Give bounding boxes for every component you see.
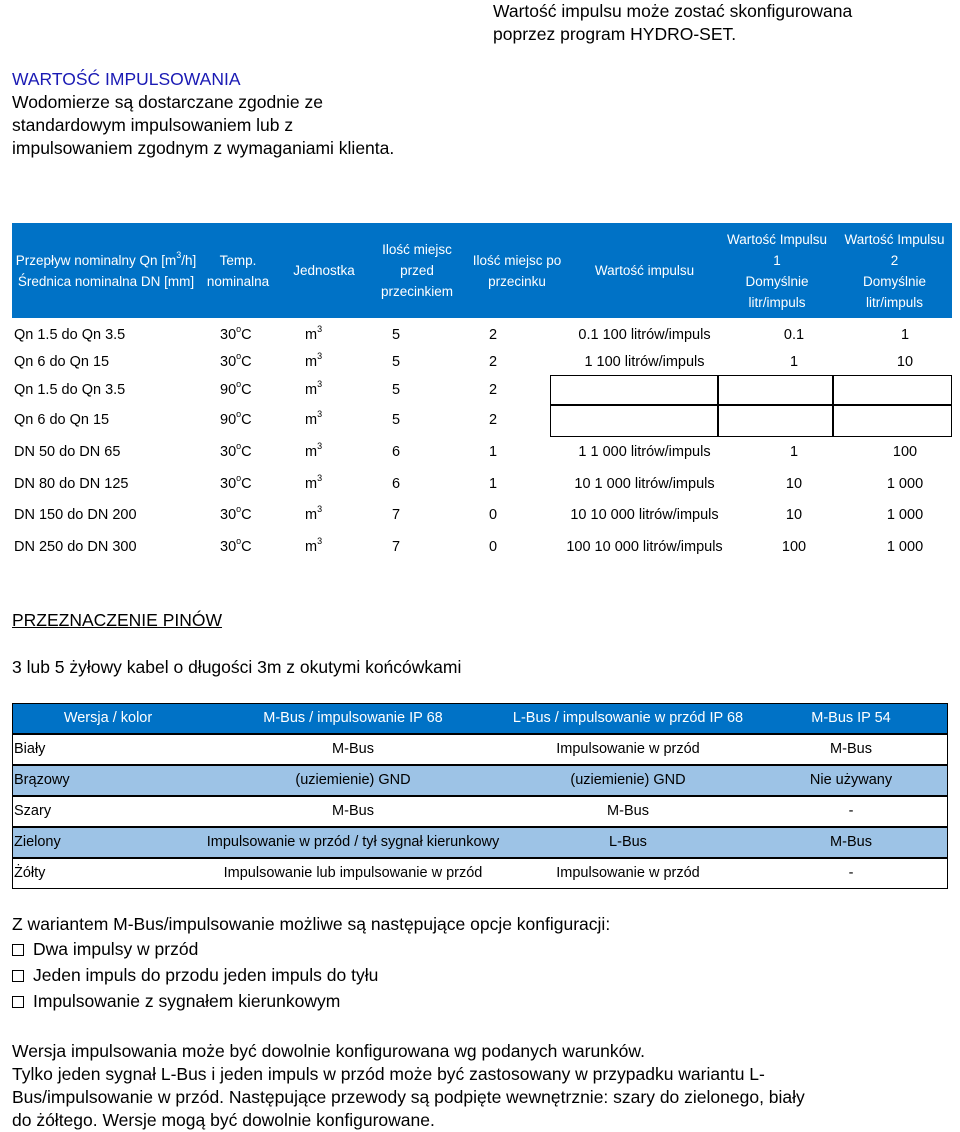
cell-impulse-value: 10 10 000 litrów/impuls bbox=[570, 507, 719, 523]
cell-impulse-2: 10 bbox=[896, 354, 914, 370]
pin-wire-color: Brązowy bbox=[14, 772, 70, 788]
top-note bbox=[493, 0, 852, 46]
pin-table-row bbox=[12, 796, 948, 827]
header-digits-after: Ilość miejsc po przecinku bbox=[472, 252, 562, 289]
header-impulse-value: Wartość impulsu bbox=[594, 263, 695, 278]
pin-table-cell: (uziemienie) GND bbox=[295, 772, 411, 788]
cell-impulse-value: 1 100 litrów/impuls bbox=[584, 354, 705, 370]
cell-flow: Qn 6 do Qn 15 bbox=[14, 354, 110, 370]
cell-temp: 90$^o$C bbox=[220, 409, 252, 428]
config-option: Jeden impuls do przodu jeden impuls do tyłu bbox=[12, 964, 610, 987]
cell-temp: 30$^o$C bbox=[220, 324, 252, 343]
cell-temp: 30$^o$C bbox=[220, 536, 252, 555]
cell-temp: 30$^o$C bbox=[220, 504, 252, 523]
section-text-line: standardowym impulsowaniem lub z bbox=[12, 115, 294, 135]
pin-table-cell: Nie używany bbox=[809, 772, 893, 788]
empty-table-cell bbox=[550, 375, 718, 405]
footer-line: Bus/impulsowanie w przód. Następujące przewody są podpięte wewnętrznie: szary do zielonego, biały bbox=[12, 1087, 805, 1107]
cell-impulse-2: 1 000 bbox=[886, 539, 924, 555]
impulse-table-row bbox=[12, 469, 952, 500]
pin-table-cell: - bbox=[848, 803, 854, 819]
cell-flow: Qn 1.5 do Qn 3.5 bbox=[14, 327, 126, 343]
impulse-table-row bbox=[12, 532, 952, 563]
cell-impulse-1: 10 bbox=[785, 507, 803, 523]
cell-temp: 30$^o$C bbox=[220, 473, 252, 492]
cell-digits-after: 0 bbox=[489, 539, 498, 555]
cell-impulse-1: 1 bbox=[789, 354, 799, 370]
top-note-line: poprzez program HYDRO-SET. bbox=[493, 24, 737, 44]
section-title: WARTOŚĆ IMPULSOWANIA bbox=[12, 69, 241, 89]
config-section bbox=[12, 913, 610, 1013]
cell-flow: DN 150 do DN 200 bbox=[14, 507, 137, 523]
cell-digits-after: 2 bbox=[489, 382, 498, 398]
pin-table-cell: Impulsowanie w przód bbox=[556, 865, 700, 881]
impulse-section-intro bbox=[12, 68, 394, 160]
cell-digits-after: 2 bbox=[489, 412, 498, 428]
cell-digits-after: 1 bbox=[489, 444, 498, 460]
impulse-table-row bbox=[12, 347, 952, 378]
cell-unit: $m^3$ bbox=[305, 441, 323, 460]
empty-table-cell bbox=[833, 375, 952, 405]
cell-digits-before: 5 bbox=[392, 354, 401, 370]
pin-table-cell: M-Bus bbox=[607, 803, 649, 819]
cell-temp: 90$^o$C bbox=[220, 379, 252, 398]
impulse-table-row bbox=[12, 500, 952, 531]
header-impulse-1: Wartość Impulsu 1 Domyślnie litr/impuls bbox=[726, 231, 828, 310]
checkbox-icon bbox=[12, 944, 24, 956]
cell-temp: 30$^o$C bbox=[220, 441, 252, 460]
pin-table-cell: Impulsowanie lub impulsowanie w przód bbox=[223, 865, 483, 881]
pin-table-row bbox=[12, 858, 948, 889]
empty-table-cell bbox=[550, 405, 718, 437]
cell-digits-after: 2 bbox=[489, 327, 498, 343]
section-text-line: impulsowaniem zgodnym z wymaganiami klienta. bbox=[12, 138, 395, 158]
footer-line: do żółtego. Wersje mogą być dowolnie konfigurowane. bbox=[12, 1110, 435, 1130]
cell-impulse-2: 100 bbox=[892, 444, 918, 460]
checkbox-icon bbox=[12, 996, 24, 1008]
cell-digits-after: 0 bbox=[489, 507, 498, 523]
cell-digits-after: 1 bbox=[489, 476, 498, 492]
cell-unit: $m^3$ bbox=[305, 504, 323, 523]
cell-unit: $m^3$ bbox=[305, 351, 323, 370]
checkbox-icon bbox=[12, 970, 24, 982]
top-note-line: Wartość impulsu może zostać skonfigurowana bbox=[493, 1, 853, 21]
cell-unit: $m^3$ bbox=[305, 409, 323, 428]
pin-table-cell: M-Bus bbox=[830, 834, 872, 850]
pin-header-cell: M-Bus IP 54 bbox=[811, 710, 891, 726]
pin-wire-color: Żółty bbox=[14, 865, 46, 881]
header-unit: Jednostka bbox=[293, 263, 355, 278]
pin-header-cell: L-Bus / impulsowanie w przód IP 68 bbox=[512, 710, 744, 726]
pin-table-cell: M-Bus bbox=[332, 741, 374, 757]
pin-table-cell: Impulsowanie w przód / tył sygnał kierunkowy bbox=[206, 834, 500, 850]
impulse-table-row bbox=[12, 437, 952, 468]
pin-table-cell: Impulsowanie w przód bbox=[556, 741, 700, 757]
section-text-line: Wodomierze są dostarczane zgodnie ze bbox=[12, 92, 323, 112]
impulse-table-header bbox=[12, 223, 952, 318]
cell-digits-before: 5 bbox=[392, 327, 401, 343]
cell-digits-after: 2 bbox=[489, 354, 498, 370]
cell-unit: $m^3$ bbox=[305, 324, 323, 343]
cell-digits-before: 5 bbox=[392, 382, 401, 398]
cell-impulse-value: 1 1 000 litrów/impuls bbox=[578, 444, 711, 460]
cell-temp: 30$^o$C bbox=[220, 351, 252, 370]
cell-impulse-value: 100 10 000 litrów/impuls bbox=[566, 539, 723, 555]
config-option: Dwa impulsy w przód bbox=[12, 938, 610, 961]
cell-impulse-2: 1 bbox=[900, 327, 910, 343]
pin-table-cell: M-Bus bbox=[830, 741, 872, 757]
cell-impulse-value: 0.1 100 litrów/impuls bbox=[578, 327, 711, 343]
config-option: Impulsowanie z sygnałem kierunkowym bbox=[12, 990, 610, 1013]
empty-table-cell bbox=[718, 405, 833, 437]
pin-table-cell: (uziemienie) GND bbox=[570, 772, 686, 788]
cell-impulse-1: 0.1 bbox=[783, 327, 805, 343]
cell-flow: DN 250 do DN 300 bbox=[14, 539, 137, 555]
pin-header-cell: M-Bus / impulsowanie IP 68 bbox=[263, 710, 443, 726]
header-digits-before: Ilość miejsc przed przecinkiem bbox=[380, 242, 454, 299]
pin-wire-color: Biały bbox=[14, 741, 46, 757]
pin-header-cell: Wersja / kolor bbox=[63, 710, 153, 726]
cell-unit: $m^3$ bbox=[305, 379, 323, 398]
cell-digits-before: 6 bbox=[392, 444, 401, 460]
cell-impulse-value: 10 1 000 litrów/impuls bbox=[574, 476, 715, 492]
cell-digits-before: 7 bbox=[392, 539, 401, 555]
cell-flow: DN 50 do DN 65 bbox=[14, 444, 121, 460]
pin-table-row bbox=[12, 734, 948, 765]
pin-table-cell: - bbox=[848, 865, 854, 881]
pin-table-cell: M-Bus bbox=[332, 803, 374, 819]
footer-paragraph bbox=[12, 1040, 805, 1132]
cell-flow: Qn 6 do Qn 15 bbox=[14, 412, 110, 428]
config-intro: Z wariantem M-Bus/impulsowanie możliwe są następujące opcje konfiguracji: bbox=[12, 914, 611, 934]
cell-impulse-2: 1 000 bbox=[886, 507, 924, 523]
cell-impulse-2: 1 000 bbox=[886, 476, 924, 492]
header-impulse-2: Wartość Impulsu 2 Domyślnie litr/impuls bbox=[844, 231, 945, 310]
empty-table-cell bbox=[833, 405, 952, 437]
pin-wire-color: Szary bbox=[14, 803, 52, 819]
pin-wire-color: Zielony bbox=[14, 834, 61, 850]
cell-impulse-1: 10 bbox=[785, 476, 803, 492]
cell-flow: DN 80 do DN 125 bbox=[14, 476, 129, 492]
header-temp: Temp. nominalna bbox=[206, 252, 270, 289]
cell-digits-before: 5 bbox=[392, 412, 401, 428]
footer-line: Wersja impulsowania może być dowolnie konfigurowana wg podanych warunków. bbox=[12, 1041, 645, 1061]
pin-table-header bbox=[12, 703, 948, 734]
cell-impulse-1: 1 bbox=[789, 444, 799, 460]
cell-unit: $m^3$ bbox=[305, 536, 323, 555]
pins-section-title: PRZEZNACZENIE PINÓW bbox=[12, 610, 223, 630]
header-flow: Przepływ nominalny Qn $[m^3/h]$ Średnica nominalna DN [mm] bbox=[15, 249, 197, 289]
cell-digits-before: 6 bbox=[392, 476, 401, 492]
footer-line: Tylko jeden sygnał L-Bus i jeden impuls w przód może być zastosowany w przypadku wariantu L- bbox=[12, 1064, 765, 1084]
cell-flow: Qn 1.5 do Qn 3.5 bbox=[14, 382, 126, 398]
pin-table-row bbox=[12, 765, 948, 796]
cell-digits-before: 7 bbox=[392, 507, 401, 523]
pin-table-row bbox=[12, 827, 948, 858]
pins-section-subtitle: 3 lub 5 żyłowy kabel o długości 3m z okutymi końcówkami bbox=[12, 657, 462, 677]
empty-table-cell bbox=[718, 375, 833, 405]
cell-impulse-1: 100 bbox=[781, 539, 807, 555]
cell-unit: $m^3$ bbox=[305, 473, 323, 492]
pin-table-cell: L-Bus bbox=[609, 834, 647, 850]
